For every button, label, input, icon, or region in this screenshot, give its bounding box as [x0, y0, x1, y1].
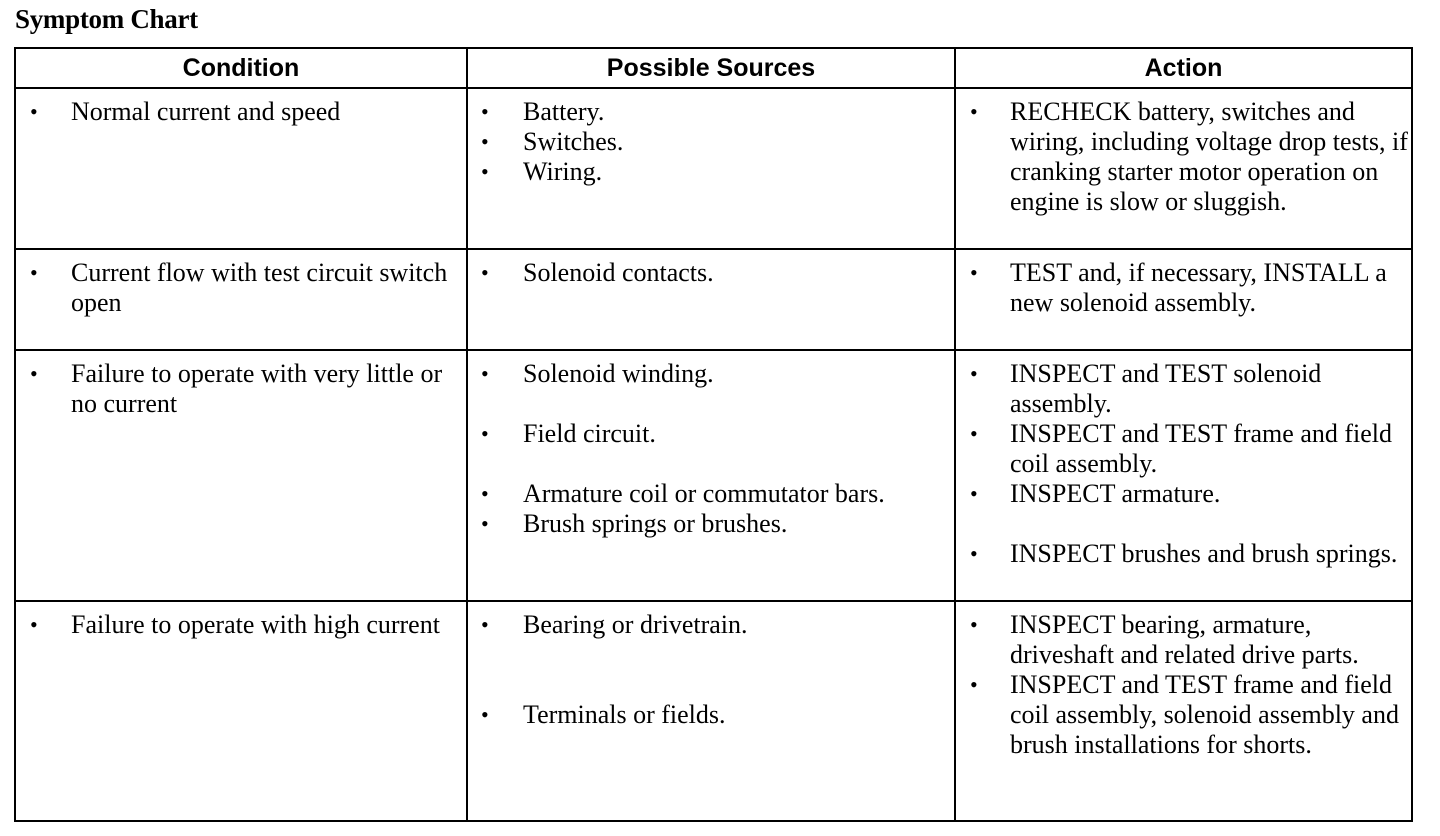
- condition-cell: [15, 350, 467, 601]
- bullet-icon: •: [481, 159, 489, 184]
- list-item: [468, 359, 954, 389]
- bullet-icon: •: [481, 511, 489, 536]
- list-item: [468, 127, 954, 157]
- list-item: [16, 258, 466, 318]
- list-item: [956, 258, 1411, 318]
- source-text: Armature coil or commutator bars.: [523, 479, 885, 508]
- source-text: Solenoid contacts.: [523, 258, 714, 287]
- source-text: Terminals or fields.: [523, 700, 726, 729]
- bullet-icon: •: [970, 421, 978, 446]
- bullet-icon: •: [481, 361, 489, 386]
- bullet-icon: •: [30, 361, 38, 386]
- source-text: Battery.: [523, 97, 605, 126]
- bullet-icon: •: [481, 702, 489, 727]
- condition-text: Failure to operate with very little or no current: [71, 359, 443, 418]
- list-item: [956, 479, 1411, 509]
- list-item: [468, 419, 954, 449]
- bullet-icon: •: [481, 99, 489, 124]
- list-item: [468, 509, 954, 539]
- source-text: Brush springs or brushes.: [523, 509, 788, 538]
- condition-cell: [15, 249, 467, 350]
- symptom-chart-table: [14, 47, 1413, 822]
- bullet-icon: •: [970, 481, 978, 506]
- action-text: INSPECT and TEST frame and field coil assembly.: [1010, 419, 1393, 478]
- condition-cell: [15, 601, 467, 821]
- list-item: [956, 610, 1411, 670]
- bullet-icon: •: [970, 361, 978, 386]
- table-header-row: [15, 48, 1412, 88]
- list-item: [468, 157, 954, 187]
- action-text: INSPECT brushes and brush springs.: [1010, 539, 1398, 568]
- bullet-icon: •: [970, 612, 978, 637]
- source-text: Field circuit.: [523, 419, 656, 448]
- action-cell: [955, 88, 1412, 249]
- bullet-icon: •: [481, 129, 489, 154]
- bullet-icon: •: [481, 421, 489, 446]
- sources-cell: [467, 88, 955, 249]
- page-title: Symptom Chart: [15, 4, 198, 34]
- sources-cell: [467, 249, 955, 350]
- list-item: [16, 359, 466, 419]
- list-item: [956, 670, 1411, 760]
- bullet-icon: •: [30, 260, 38, 285]
- list-item: [16, 610, 466, 640]
- list-item: [468, 258, 954, 288]
- condition-cell: [15, 88, 467, 249]
- list-item: [468, 700, 954, 730]
- table-row: [15, 249, 1412, 350]
- source-text: Solenoid winding.: [523, 359, 714, 388]
- list-item: [956, 359, 1411, 419]
- condition-text: Failure to operate with high current: [71, 610, 440, 639]
- bullet-icon: •: [481, 260, 489, 285]
- table-row: [15, 88, 1412, 249]
- source-text: Wiring.: [523, 157, 603, 186]
- source-text: Switches.: [523, 127, 624, 156]
- bullet-icon: •: [970, 541, 978, 566]
- action-text: INSPECT armature.: [1010, 479, 1221, 508]
- list-item: [468, 97, 954, 127]
- action-cell: [955, 350, 1412, 601]
- action-cell: [955, 601, 1412, 821]
- condition-text: Normal current and speed: [71, 97, 341, 126]
- sources-cell: [467, 601, 955, 821]
- action-text: INSPECT bearing, armature, driveshaft and related drive parts.: [1010, 610, 1359, 669]
- list-item: [16, 97, 466, 127]
- bullet-icon: •: [30, 99, 38, 124]
- action-text: INSPECT and TEST frame and field coil assembly, solenoid assembly and brush installations for shorts.: [1010, 670, 1399, 759]
- list-item: [956, 419, 1411, 479]
- condition-text: Current flow with test circuit switch open: [71, 258, 448, 317]
- source-text: Bearing or drivetrain.: [523, 610, 748, 639]
- list-item: [468, 479, 954, 509]
- bullet-icon: •: [970, 99, 978, 124]
- list-item: [468, 610, 954, 640]
- action-text: TEST and, if necessary, INSTALL a new solenoid assembly.: [1010, 258, 1387, 317]
- bullet-icon: •: [30, 612, 38, 637]
- sources-cell: [467, 350, 955, 601]
- action-cell: [955, 249, 1412, 350]
- bullet-icon: •: [481, 481, 489, 506]
- bullet-icon: •: [970, 260, 978, 285]
- action-text: INSPECT and TEST solenoid assembly.: [1010, 359, 1322, 418]
- bullet-icon: •: [481, 612, 489, 637]
- bullet-icon: •: [970, 672, 978, 697]
- list-item: [956, 539, 1411, 569]
- header-possible-sources: Possible Sources: [467, 48, 955, 88]
- header-condition: Condition: [15, 48, 467, 88]
- list-item: [956, 97, 1411, 217]
- action-text: RECHECK battery, switches and wiring, including voltage drop tests, if cranking starter motor operation on engine is slow or sluggish.: [1010, 97, 1408, 216]
- table-row: [15, 350, 1412, 601]
- table-row: [15, 601, 1412, 821]
- header-action: Action: [955, 48, 1412, 88]
